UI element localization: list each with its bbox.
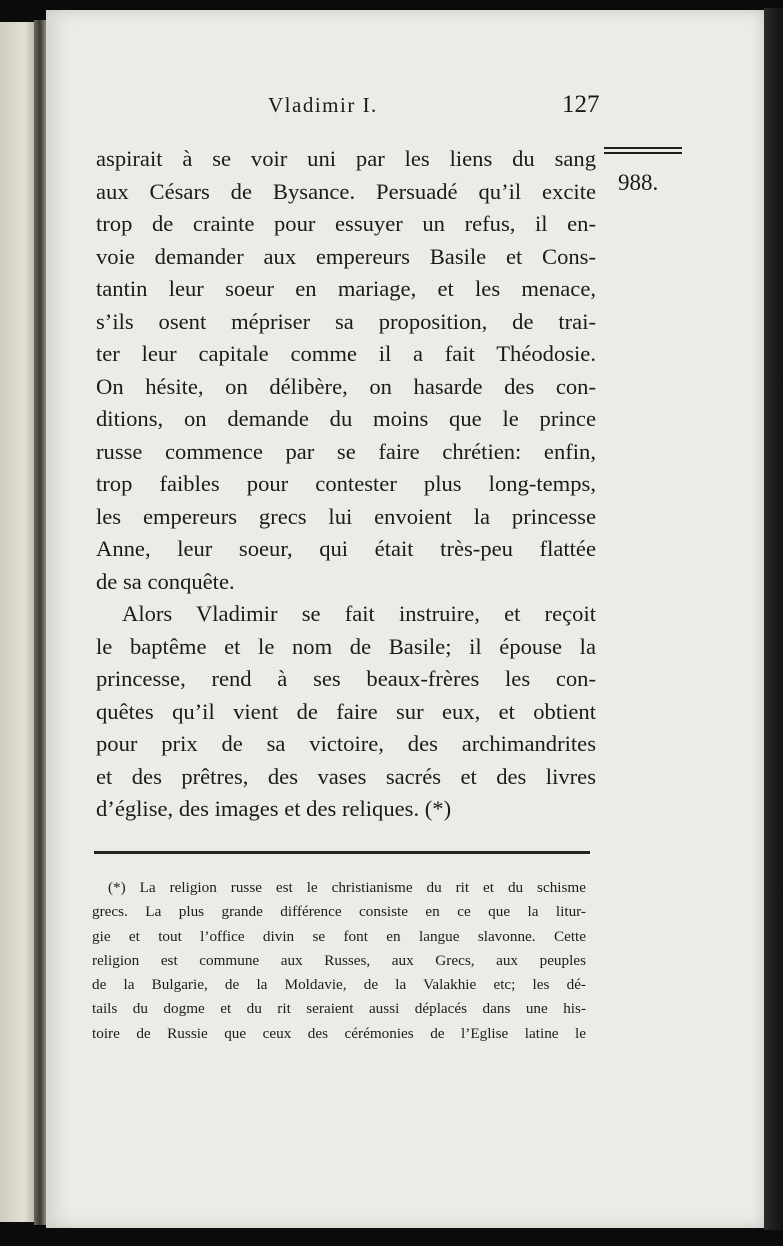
footnote-line: (*) La religion russe est le christianisme du rit et du schisme (108, 879, 586, 896)
footnote-divider (94, 851, 590, 854)
text-line: Anne, leur soeur, qui était très-peu flattée (96, 536, 596, 561)
running-head-title: Vladimir I. (268, 93, 378, 117)
text-line: russe commence par se faire chrétien: enfin, (96, 438, 596, 464)
text-line: tantin leur soeur en mariage, et les menace, (96, 276, 596, 301)
footnote-line: grecs. La plus grande différence consiste en ce que la litur- (92, 903, 586, 921)
facing-page-edge (0, 22, 34, 1222)
text-line: aux Césars de Bysance. Persuadé qu’il excite (96, 178, 596, 204)
book-gutter (34, 20, 46, 1225)
margin-rule (604, 147, 682, 161)
text-line: voie demander aux empereurs Basile et Cons- (96, 243, 596, 269)
text-line: les empereurs grecs lui envoient la princesse (96, 503, 596, 529)
text-line: On hésite, on délibère, on hasarde des con- (96, 373, 596, 399)
scan-background-edge (764, 8, 783, 1230)
text-line: ditions, on demande du moins que le prince (96, 406, 596, 431)
text-line: trop de crainte pour essuyer un refus, il en- (96, 211, 596, 236)
text-line: quêtes qu’il vient de faire sur eux, et obtient (96, 698, 596, 724)
text-line: aspirait à se voir uni par les liens du sang (96, 146, 596, 171)
footnote (92, 876, 586, 1046)
page-number: 127 (562, 91, 600, 118)
text-line: princesse, rend à ses beaux-frères les con- (96, 666, 596, 691)
text-line: d’église, des images et des reliques. (*) (96, 796, 452, 821)
text-line: le baptême et le nom de Basile; il épouse la (96, 633, 596, 659)
footnote-line: toire de Russie que ceux des cérémonies de l’Eglise latine le (92, 1024, 586, 1042)
footnote-line: gie et tout l’office divin se font en langue slavonne. Cette (92, 927, 586, 945)
margin-year-note: 988. (618, 170, 659, 195)
text-line: pour prix de sa victoire, des archimandrites (96, 731, 596, 756)
text-line: Alors Vladimir se fait instruire, et reçoit (122, 601, 596, 626)
main-text (96, 143, 596, 826)
text-line: de sa conquête. (96, 568, 235, 594)
footnote-line: de la Bulgarie, de la Moldavie, de la Valakhie etc; les dé- (92, 976, 586, 994)
text-line: ter leur capitale comme il a fait Théodosie. (96, 341, 596, 366)
footnote-line: tails du dogme et du rit seraient aussi déplacés dans une his- (92, 1000, 586, 1018)
text-line: et des prêtres, des vases sacrés et des livres (96, 763, 596, 789)
text-line: trop faibles pour contester plus long-temps, (96, 471, 596, 496)
footnote-line: religion est commune aux Russes, aux Grecs, aux peuples (92, 951, 586, 969)
text-line: s’ils osent mépriser sa proposition, de trai- (96, 308, 596, 334)
